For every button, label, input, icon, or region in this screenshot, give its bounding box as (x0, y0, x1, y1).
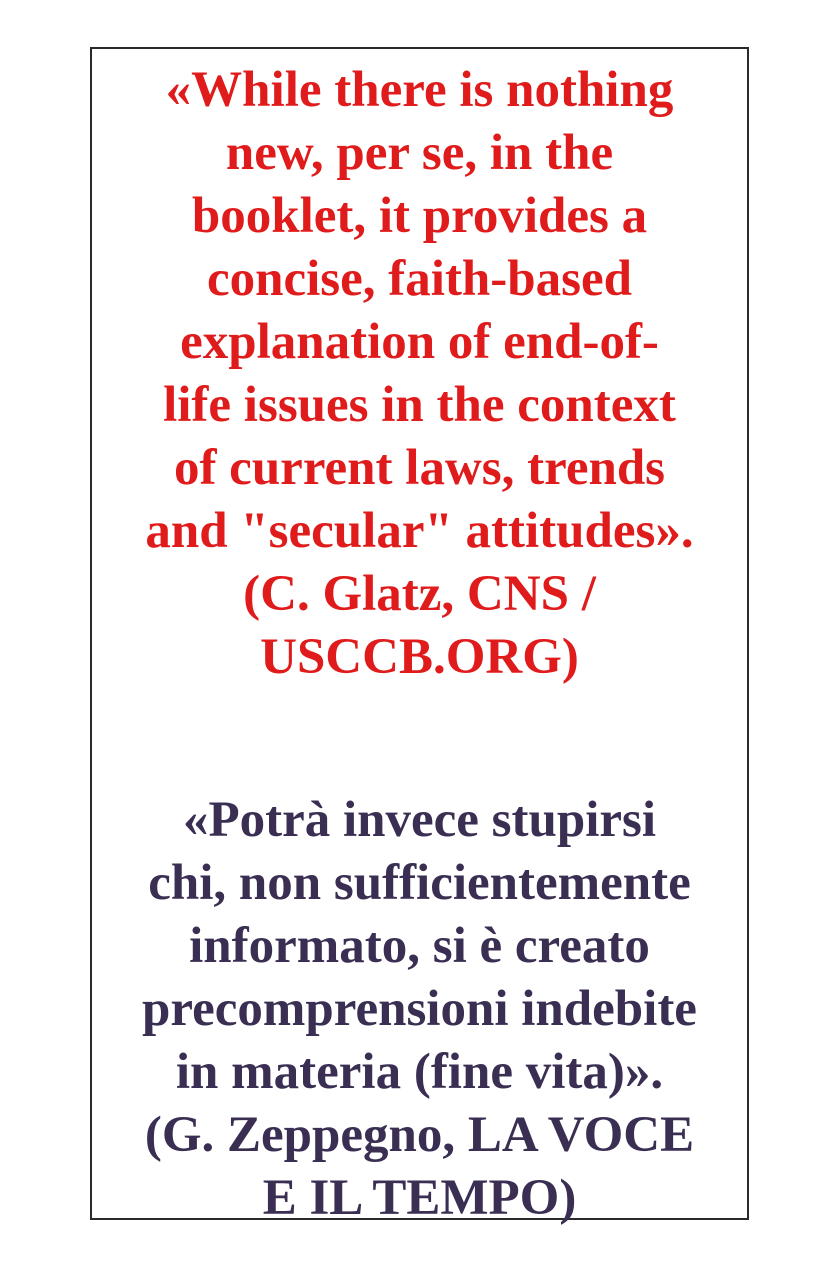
quote-line: concise, faith-based (207, 251, 632, 307)
quote-line: in materia (fine vita)». (175, 1044, 664, 1100)
quote-attribution: E IL TEMPO) (262, 1170, 577, 1226)
quote-line: of current laws, trends (173, 440, 666, 496)
quote-line: explanation of end-of- (180, 314, 659, 370)
quote-line: chi, non sufficientemente (148, 855, 691, 911)
quote-line: «Potrà invece stupirsi (182, 792, 657, 848)
italian-quote (92, 789, 747, 1230)
quote-attribution: (G. Zeppegno, LA VOCE (144, 1107, 695, 1163)
quote-line: booklet, it provides a (191, 188, 648, 244)
quote-line: and "secular" attitudes». (145, 503, 694, 559)
quote-line: new, per se, in the (225, 125, 614, 181)
quote-box (90, 47, 749, 1226)
english-quote (92, 59, 747, 689)
quote-attribution: USCCB.ORG) (260, 629, 579, 685)
quote-line: «While there is nothing (165, 62, 674, 118)
quote-line: informato, si è creato (189, 918, 650, 974)
quote-attribution: (C. Glatz, CNS / (243, 566, 596, 622)
quote-line: precomprensioni indebite (142, 981, 697, 1037)
quote-line: life issues in the context (163, 377, 676, 433)
